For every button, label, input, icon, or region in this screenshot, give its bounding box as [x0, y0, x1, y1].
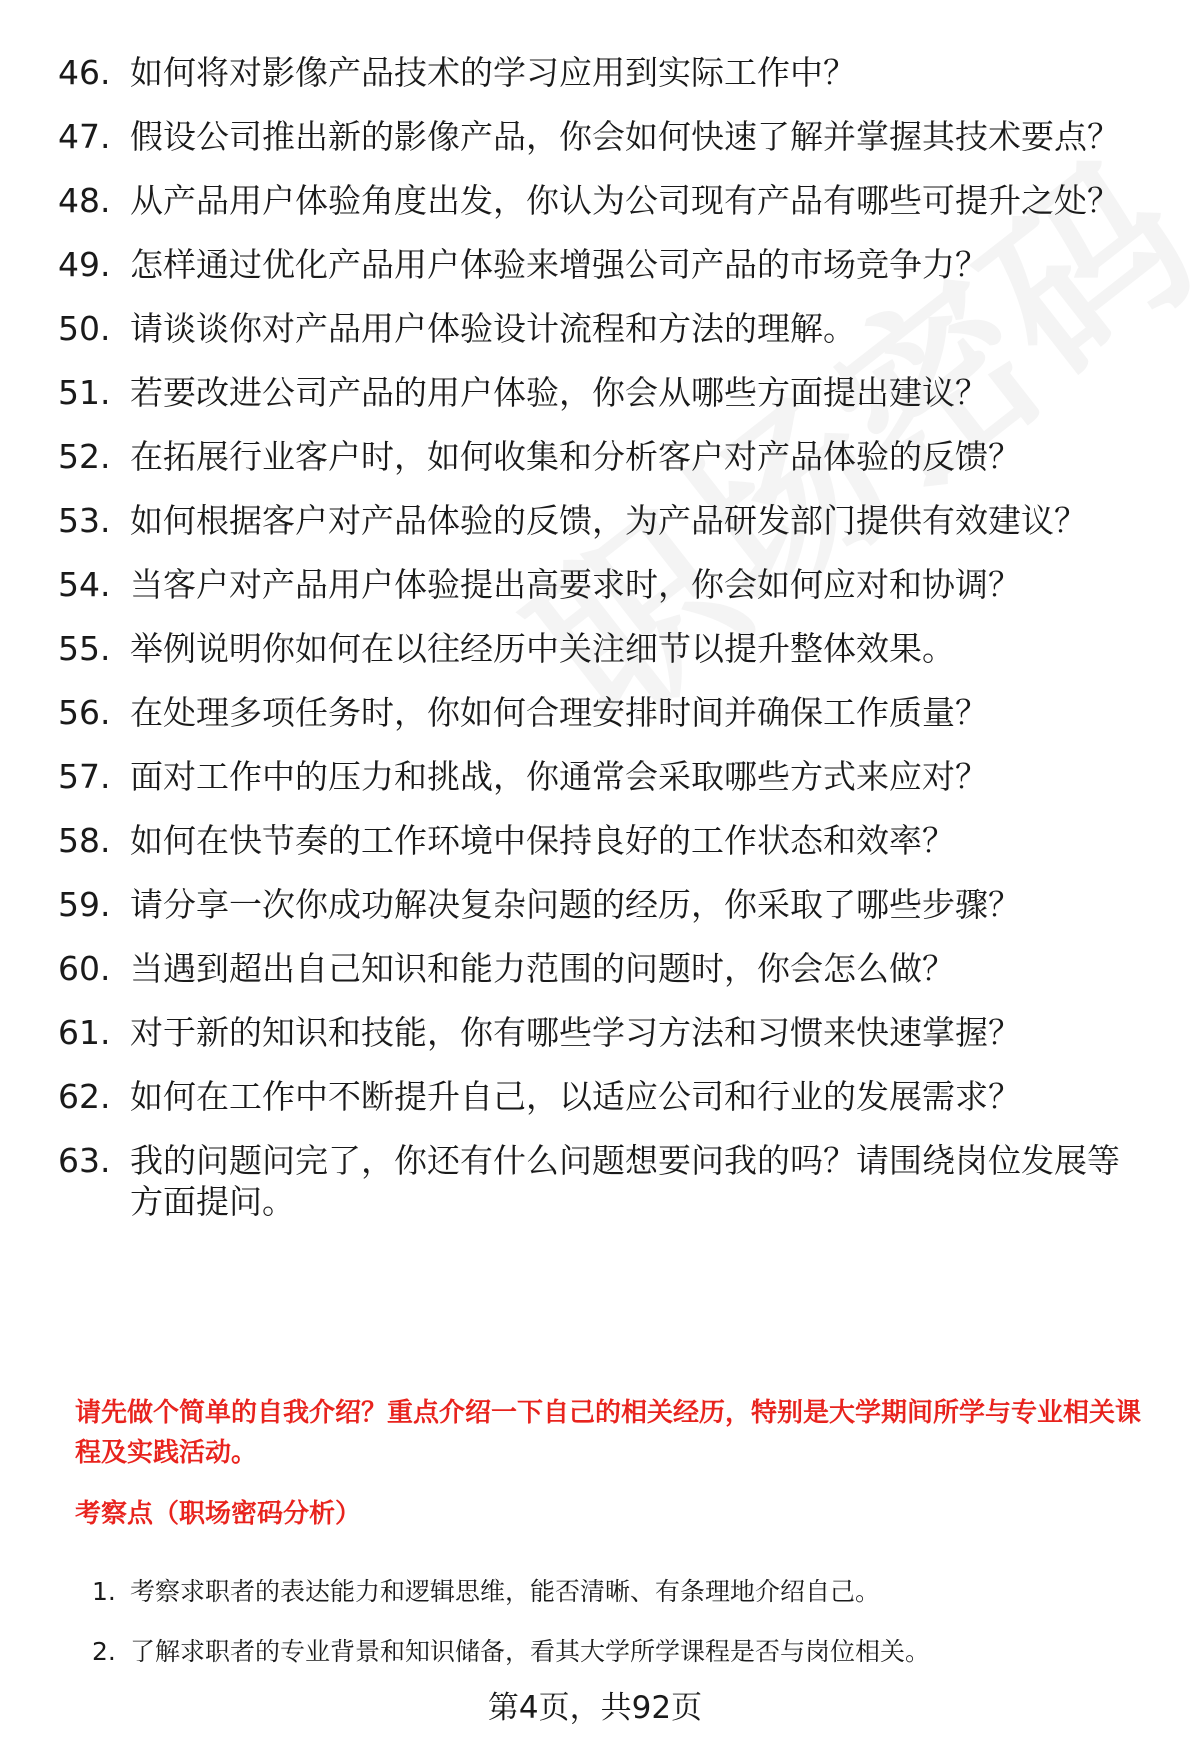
- list-item: [58, 692, 1158, 733]
- item-number: 1.: [92, 1577, 116, 1606]
- item-number: 55.: [58, 629, 111, 668]
- item-number: 56.: [58, 693, 111, 732]
- item-number: 49.: [58, 245, 111, 284]
- item-text: 从产品用户体验角度出发，你认为公司现有产品有哪些可提升之处？: [130, 181, 1120, 220]
- question-list: [58, 52, 1158, 1245]
- item-number: 57.: [58, 757, 111, 796]
- section-subheading: 考察点（职场密码分析）: [75, 1499, 362, 1529]
- list-item: [58, 756, 1158, 797]
- item-text: 如何在快节奏的工作环境中保持良好的工作状态和效率？: [130, 821, 955, 860]
- list-item: [92, 1575, 1152, 1609]
- item-text: 当客户对产品用户体验提出高要求时，你会如何应对和协调？: [130, 565, 1021, 604]
- item-number: 63.: [58, 1141, 111, 1180]
- list-item: [58, 244, 1158, 285]
- list-item: [58, 308, 1158, 349]
- list-item: [58, 500, 1158, 541]
- list-item: [92, 1635, 1152, 1669]
- list-item: [58, 436, 1158, 477]
- item-text: 考察求职者的表达能力和逻辑思维，能否清晰、有条理地介绍自己。: [130, 1577, 881, 1606]
- item-text: 了解求职者的专业背景和知识储备，看其大学所学课程是否与岗位相关。: [130, 1637, 931, 1666]
- item-number: 54.: [58, 565, 111, 604]
- list-item: [58, 1076, 1158, 1117]
- item-text: 如何在工作中不断提升自己，以适应公司和行业的发展需求？: [130, 1077, 1021, 1116]
- list-item: [58, 1012, 1158, 1053]
- item-text: 请分享一次你成功解决复杂问题的经历，你采取了哪些步骤？: [130, 885, 1021, 924]
- item-number: 52.: [58, 437, 111, 476]
- item-text: 面对工作中的压力和挑战，你通常会采取哪些方式来应对？: [130, 757, 988, 796]
- list-item: [58, 820, 1158, 861]
- page-footer: 第4页，共92页: [487, 1690, 703, 1726]
- item-text: 假设公司推出新的影像产品，你会如何快速了解并掌握其技术要点？: [130, 117, 1120, 156]
- item-text: 若要改进公司产品的用户体验，你会从哪些方面提出建议？: [130, 373, 988, 412]
- item-text: 怎样通过优化产品用户体验来增强公司产品的市场竞争力？: [130, 245, 988, 284]
- item-number: 60.: [58, 949, 111, 988]
- list-item: [58, 52, 1158, 93]
- item-number: 51.: [58, 373, 111, 412]
- item-text: 如何将对影像产品技术的学习应用到实际工作中？: [130, 53, 856, 92]
- item-number: 58.: [58, 821, 111, 860]
- item-number: 46.: [58, 53, 111, 92]
- list-item: [58, 564, 1158, 605]
- item-text: 当遇到超出自己知识和能力范围的问题时，你会怎么做？: [130, 949, 955, 988]
- item-text: 在处理多项任务时，你如何合理安排时间并确保工作质量？: [130, 693, 988, 732]
- section-heading: 请先做个简单的自我介绍？重点介绍一下自己的相关经历，特别是大学期间所学与专业相关课程及实践活动。: [75, 1398, 1142, 1468]
- item-number: 62.: [58, 1077, 111, 1116]
- item-number: 59.: [58, 885, 111, 924]
- item-number: 47.: [58, 117, 111, 156]
- list-item: [58, 628, 1158, 669]
- item-text: 我的问题问完了，你还有什么问题想要问我的吗？请围绕岗位发展等方面提问。: [130, 1141, 1120, 1221]
- item-text: 对于新的知识和技能，你有哪些学习方法和习惯来快速掌握？: [130, 1013, 1021, 1052]
- item-number: 48.: [58, 181, 111, 220]
- list-item: [58, 116, 1158, 157]
- list-item: [58, 948, 1158, 989]
- list-item: [58, 180, 1158, 221]
- list-item: [58, 372, 1158, 413]
- item-number: 2.: [92, 1637, 116, 1666]
- list-item: [58, 1140, 1158, 1222]
- list-item: [58, 884, 1158, 925]
- item-number: 53.: [58, 501, 111, 540]
- item-number: 50.: [58, 309, 111, 348]
- item-number: 61.: [58, 1013, 111, 1052]
- item-text: 请谈谈你对产品用户体验设计流程和方法的理解。: [130, 309, 856, 348]
- item-text: 在拓展行业客户时，如何收集和分析客户对产品体验的反馈？: [130, 437, 1021, 476]
- item-text: 举例说明你如何在以往经历中关注细节以提升整体效果。: [130, 629, 955, 668]
- analysis-points-list: [92, 1575, 1152, 1695]
- item-text: 如何根据客户对产品体验的反馈，为产品研发部门提供有效建议？: [130, 501, 1087, 540]
